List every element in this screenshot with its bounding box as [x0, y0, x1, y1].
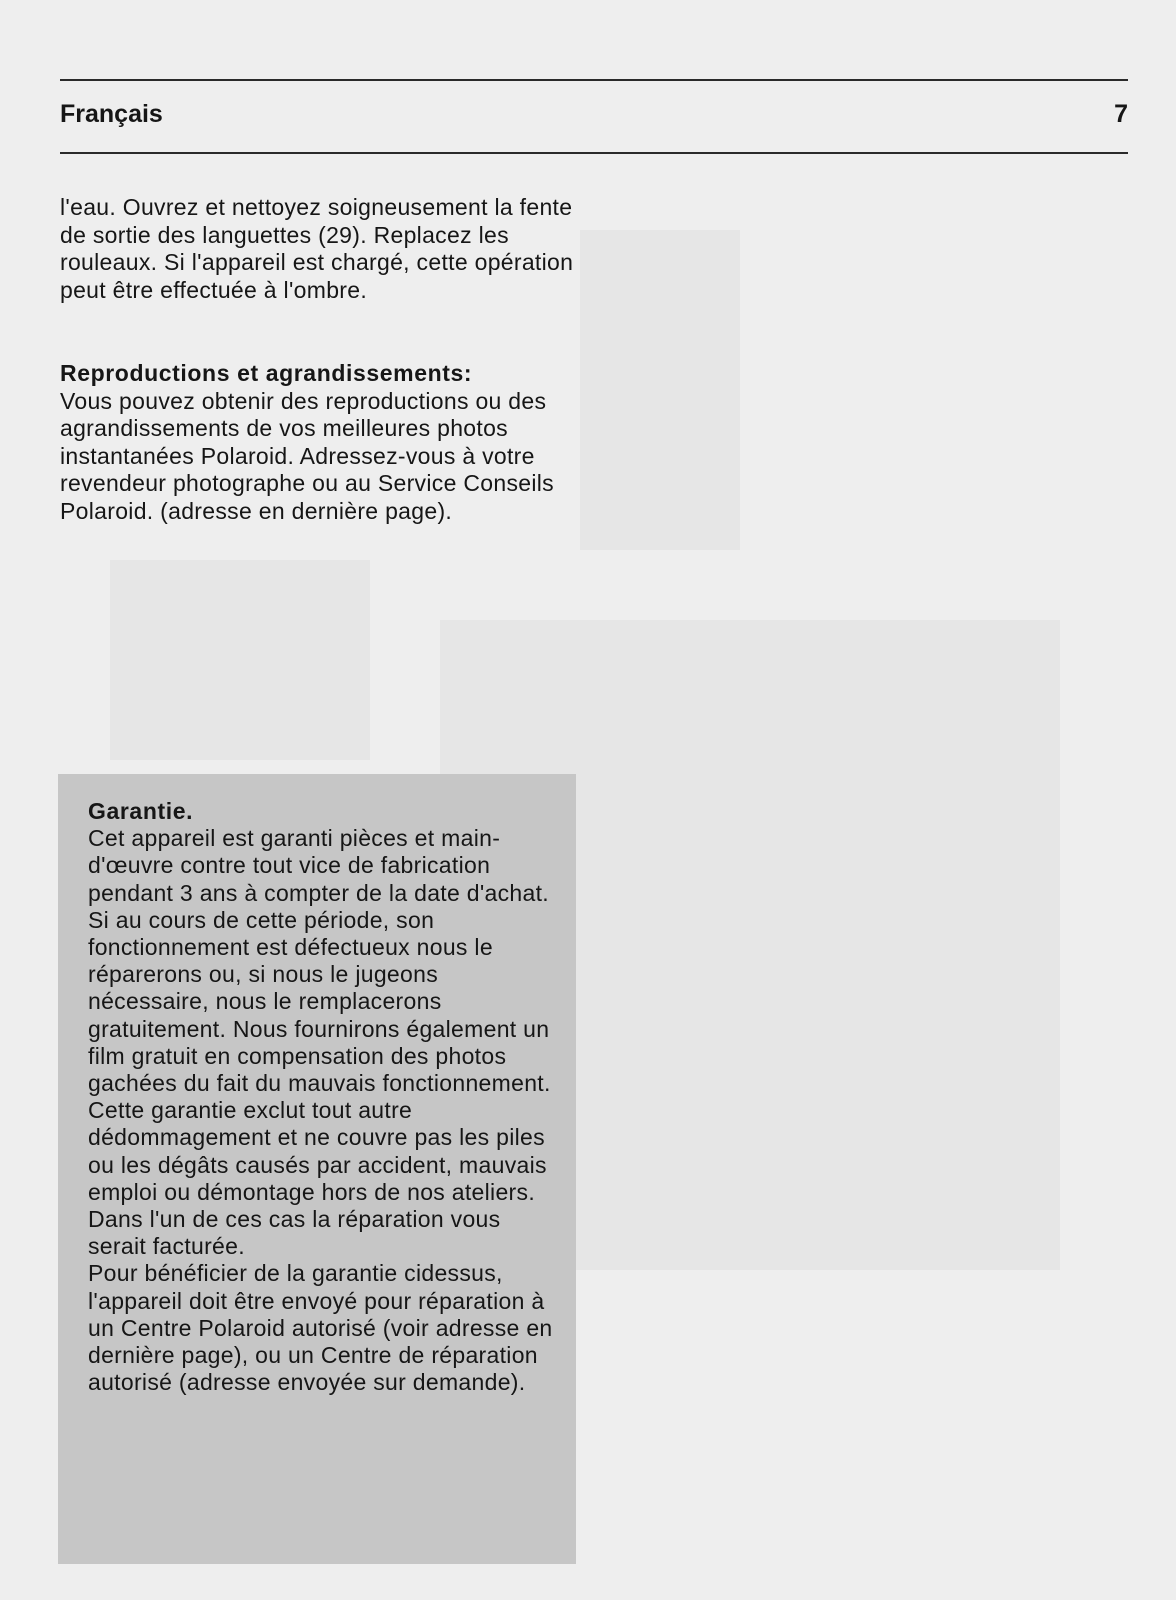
warranty-paragraph: Cet appareil est garanti pièces et main-d'œuvre contre tout vice de fabrication pendant 3 ans à compter de la date d'achat. Si au cours de cette période, son fonctionnement est défectueux nous le réparerons ou, si nous le jugeons nécessaire, nous le remplacerons gratuitement. Nous fournirons également un film gratuit en compensation des photos gachées du fait du mauvais fonctionnement.	[88, 825, 551, 1097]
page-number: 7	[1114, 100, 1128, 128]
warranty-paragraph: Pour bénéficier de la garantie cidessus, l'appareil doit être envoyé pour réparation à un Centre Polaroid autorisé (voir adresse en dernière page), ou un Centre de réparation autorisé (adresse envoyée sur demande).	[88, 1260, 553, 1396]
intro-text: l'eau. Ouvrez et nettoyez soigneusement la fente de sortie des languettes (29). Replacez les rouleaux. Si l'appareil est chargé, cette opération peut être effectuée à l'ombre.	[60, 194, 574, 303]
reproductions-text: Vous pouvez obtenir des reproductions ou des agrandissements de vos meilleures photos instantanées Polaroid. Adressez-vous à votre revendeur photographe ou au Service Conseils Polaroid. (adresse en dernière page).	[60, 387, 554, 524]
reproductions-heading: Reproductions et agrandissements:	[60, 360, 473, 386]
reproductions-section	[60, 360, 600, 525]
intro-paragraph	[60, 194, 600, 304]
warranty-box	[58, 774, 576, 1564]
section-title: Français	[60, 100, 163, 128]
warranty-heading: Garantie.	[88, 798, 194, 824]
header-rule-top	[60, 79, 1128, 81]
bleed-through-block	[110, 560, 370, 760]
header-rule-bottom	[60, 152, 1128, 154]
warranty-paragraph: Cette garantie exclut tout autre dédommagement et ne couvre pas les piles ou les dégâts causés par accident, mauvais emploi ou démontage hors de nos ateliers. Dans l'un de ces cas la réparation vous serait facturée.	[88, 1097, 547, 1260]
bleed-through-block	[580, 230, 740, 550]
